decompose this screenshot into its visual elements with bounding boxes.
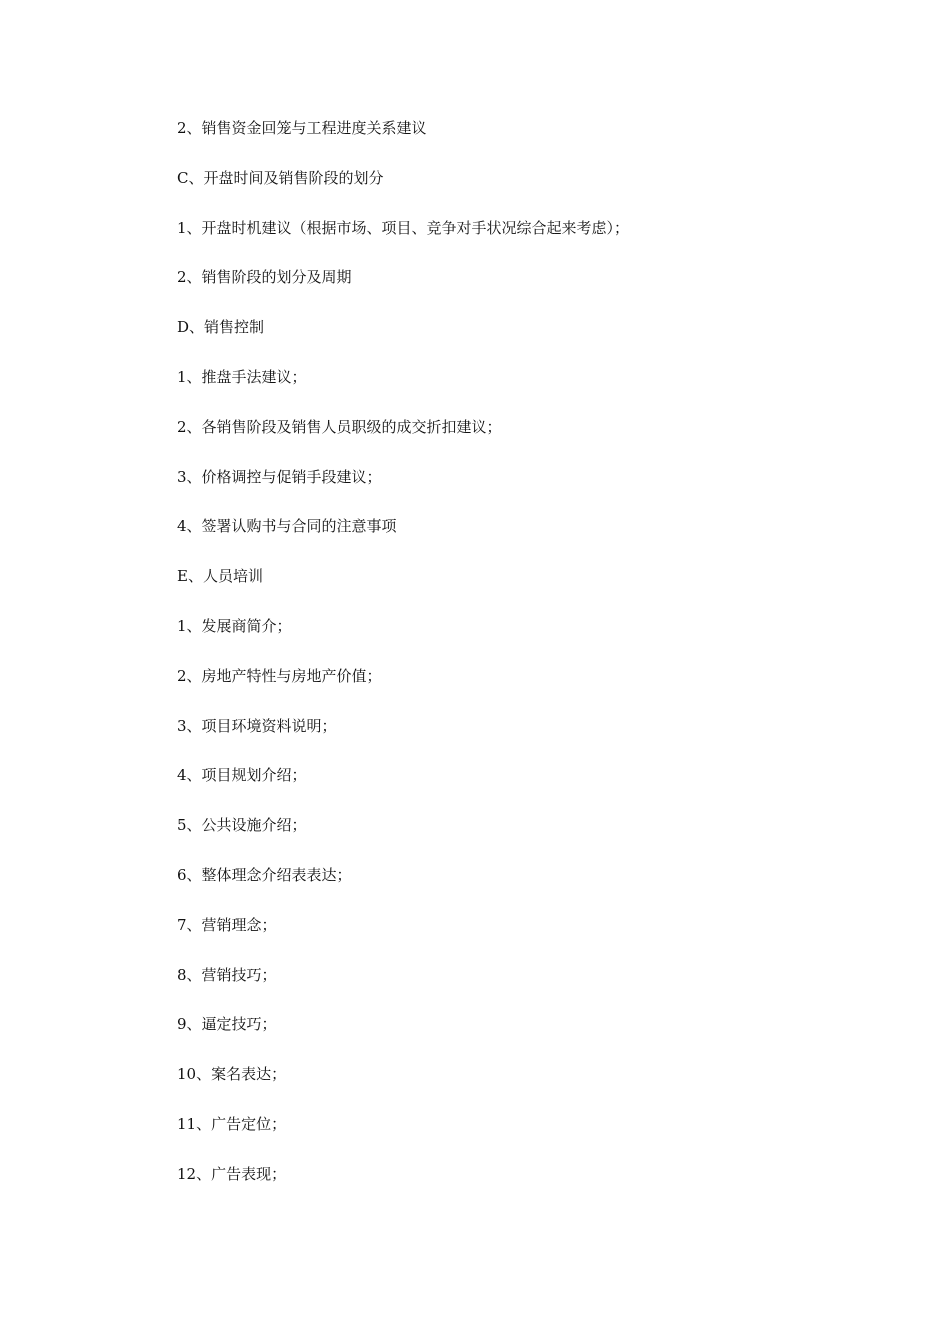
- section-heading: D、销售控制: [177, 318, 265, 337]
- text-line: 4、项目规划介绍；: [177, 766, 307, 785]
- text-line: 7、营销理念；: [177, 915, 277, 934]
- text-line: 2、销售阶段的划分及周期: [177, 268, 352, 287]
- text-line: 9、逼定技巧；: [177, 1015, 277, 1034]
- text-line: 1、开盘时机建议（根据市场、项目、竞争对手状况综合起来考虑）；: [177, 218, 630, 237]
- text-line: 2、房地产特性与房地产价值；: [177, 666, 382, 685]
- document-body: [177, 116, 629, 1212]
- text-line: 2、各销售阶段及销售人员职级的成交折扣建议；: [177, 417, 502, 436]
- text-line: 1、推盘手法建议；: [177, 367, 307, 386]
- text-line: 3、价格调控与促销手段建议；: [177, 467, 382, 486]
- text-line: 8、营销技巧；: [177, 965, 277, 984]
- text-line: 11、广告定位；: [177, 1114, 287, 1133]
- section-heading: C、开盘时间及销售阶段的划分: [177, 168, 384, 187]
- text-line: 1、发展商简介；: [177, 616, 292, 635]
- text-line: 5、公共设施介绍；: [177, 816, 307, 835]
- text-line: 3、项目环境资料说明；: [177, 716, 337, 735]
- section-heading: E、人员培训: [177, 567, 263, 586]
- text-line: 10、案名表达；: [177, 1065, 287, 1084]
- text-line: 2、销售资金回笼与工程进度关系建议: [177, 119, 427, 137]
- text-line: 4、签署认购书与合同的注意事项: [177, 517, 397, 536]
- text-line: 12、广告表现；: [177, 1164, 287, 1183]
- text-line: 6、整体理念介绍表表达；: [177, 865, 352, 884]
